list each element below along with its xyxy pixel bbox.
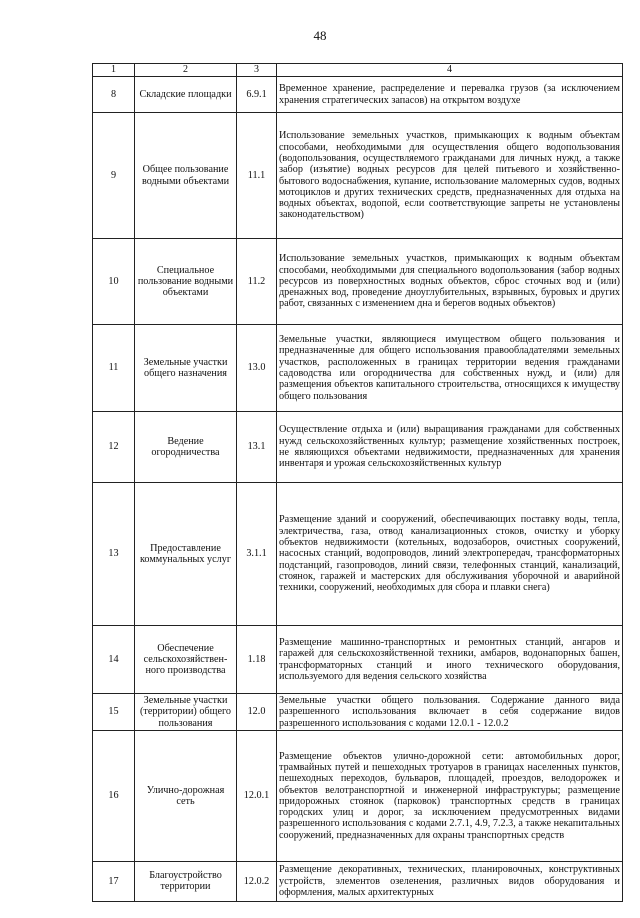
- use-type-description: Использование земельных участков, примыкающих к водным объектам способами, необходимыми для специального водопользования (забор водных ресурсов из поверхностных водных объектов, сброс сточных вод и (или) дренажных вод, проведение дноуглубительных, взрывных, буровых и других работ, связанных с изменением дна и берегов водных объектов): [277, 239, 623, 325]
- row-number: 16: [93, 730, 135, 861]
- use-type-code: 12.0: [237, 694, 277, 731]
- use-type-description: Размещение машинно-транспортных и ремонтных станций, ангаров и гаражей для сельскохозяйственной техники, амбаров, водонапорных башен, трансформаторных станций и иного технического оборудования, используемого для ведения сельского хозяйства: [277, 626, 623, 694]
- row-number: 15: [93, 694, 135, 731]
- use-type-name: Земельные участки общего назначения: [135, 325, 237, 412]
- use-type-code: 1.18: [237, 626, 277, 694]
- use-type-description: Земельные участки общего пользования. Содержание данного вида разрешенного использования включает в себя содержание видов разрешенного использования с кодами 12.0.1 - 12.0.2: [277, 694, 623, 731]
- use-type-description: Размещение декоративных, технических, планировочных, конструктивных устройств, элементов озеленения, различных видов оборудования и оформления, малых архитектурных: [277, 861, 623, 901]
- use-type-name: Благоустройство территории: [135, 861, 237, 901]
- use-type-name: Земельные участки (территории) общего пользования: [135, 694, 237, 731]
- use-type-name: Ведение огородничества: [135, 412, 237, 483]
- use-type-code: 6.9.1: [237, 77, 277, 113]
- use-type-description: Временное хранение, распределение и перевалка грузов (за исключением хранения стратегических запасов) на открытом воздухе: [277, 77, 623, 113]
- use-type-description: Размещение зданий и сооружений, обеспечивающих поставку воды, тепла, электричества, газа, отвод канализационных стоков, очистку и уборку объектов недвижимости (котельных, водозаборов, очистных сооружений, насосных станций, водопроводов, линий электропередач, трансформаторных подстанций, газопроводов, линий связи, телефонных станций, канализаций, стоянок, гаражей и мастерских для обслуживания уборочной и аварийной техники, сооружений, необходимых для сбора и плавки снега): [277, 483, 623, 626]
- header-cell: 2: [135, 64, 237, 77]
- use-type-name: Специальное пользование водными объектами: [135, 239, 237, 325]
- use-type-code: 13.1: [237, 412, 277, 483]
- header-cell: 3: [237, 64, 277, 77]
- table-row: [93, 412, 623, 483]
- row-number: 11: [93, 325, 135, 412]
- use-type-description: Использование земельных участков, примыкающих к водным объектам способами, необходимыми для осуществления общего водопользования (водопользования, осуществляемого гражданами для личных нужд, а также забор (изъятие) водных ресурсов для целей питьевого и хозяйственно-бытового водоснабжения, купание, использование маломерных судов, водных мотоциклов и других технических средств, предназначенных для отдыха на водных объектах, водопой, если соответствующие запреты не установлены законодательством): [277, 113, 623, 239]
- table-row: [93, 483, 623, 626]
- use-type-name: Складские площадки: [135, 77, 237, 113]
- row-number: 9: [93, 113, 135, 239]
- use-type-name: Улично-дорожная сеть: [135, 730, 237, 861]
- row-number: 13: [93, 483, 135, 626]
- table-row: [93, 694, 623, 731]
- row-number: 10: [93, 239, 135, 325]
- use-type-name: Предоставление коммунальных услуг: [135, 483, 237, 626]
- use-type-name: Обеспечение сельскохозяйствен-ного производства: [135, 626, 237, 694]
- page-number: 48: [313, 28, 327, 43]
- header-cell: 1: [93, 64, 135, 77]
- use-type-code: 3.1.1: [237, 483, 277, 626]
- use-type-description: Земельные участки, являющиеся имуществом общего пользования и предназначенные для общего использования правообладателями земельных участков, расположенных в границах территории ведения гражданами садоводства или огородничества для собственных нужд, и (или) для размещения объектов капитального строительства, относящихся к имуществу общего пользования: [277, 325, 623, 412]
- land-use-table: [92, 63, 623, 902]
- row-number: 8: [93, 77, 135, 113]
- use-type-code: 13.0: [237, 325, 277, 412]
- table-row: [93, 861, 623, 901]
- header-cell: 4: [277, 64, 623, 77]
- use-type-code: 11.2: [237, 239, 277, 325]
- use-type-description: Осуществление отдыха и (или) выращивания гражданами для собственных нужд сельскохозяйственных культур; размещение хозяйственных построек, не являющихся объектами недвижимости, предназначенных для хранения инвентаря и урожая сельскохозяйственных культур: [277, 412, 623, 483]
- use-type-code: 12.0.1: [237, 730, 277, 861]
- table-row: [93, 730, 623, 861]
- row-number: 12: [93, 412, 135, 483]
- use-type-description: Размещение объектов улично-дорожной сети: автомобильных дорог, трамвайных путей и пешеходных тротуаров в границах населенных пунктов, пешеходных переходов, бульваров, площадей, проездов, велодорожек и объектов велотранспортной и инженерной инфраструктуры; размещение придорожных стоянок (парковок) транспортных средств в границах городских улиц и дорог, за исключением предусмотренных видами разрешенного использования с кодами 2.7.1, 4.9, 7.2.3, а также некапитальных сооружений, предназначенных для охраны транспортных средств: [277, 730, 623, 861]
- use-type-code: 11.1: [237, 113, 277, 239]
- header-row: [93, 64, 623, 77]
- use-type-code: 12.0.2: [237, 861, 277, 901]
- table-row: [93, 239, 623, 325]
- table-row: [93, 113, 623, 239]
- table-row: [93, 325, 623, 412]
- row-number: 14: [93, 626, 135, 694]
- use-type-name: Общее пользование водными объектами: [135, 113, 237, 239]
- row-number: 17: [93, 861, 135, 901]
- table-row: [93, 626, 623, 694]
- table-row: [93, 77, 623, 113]
